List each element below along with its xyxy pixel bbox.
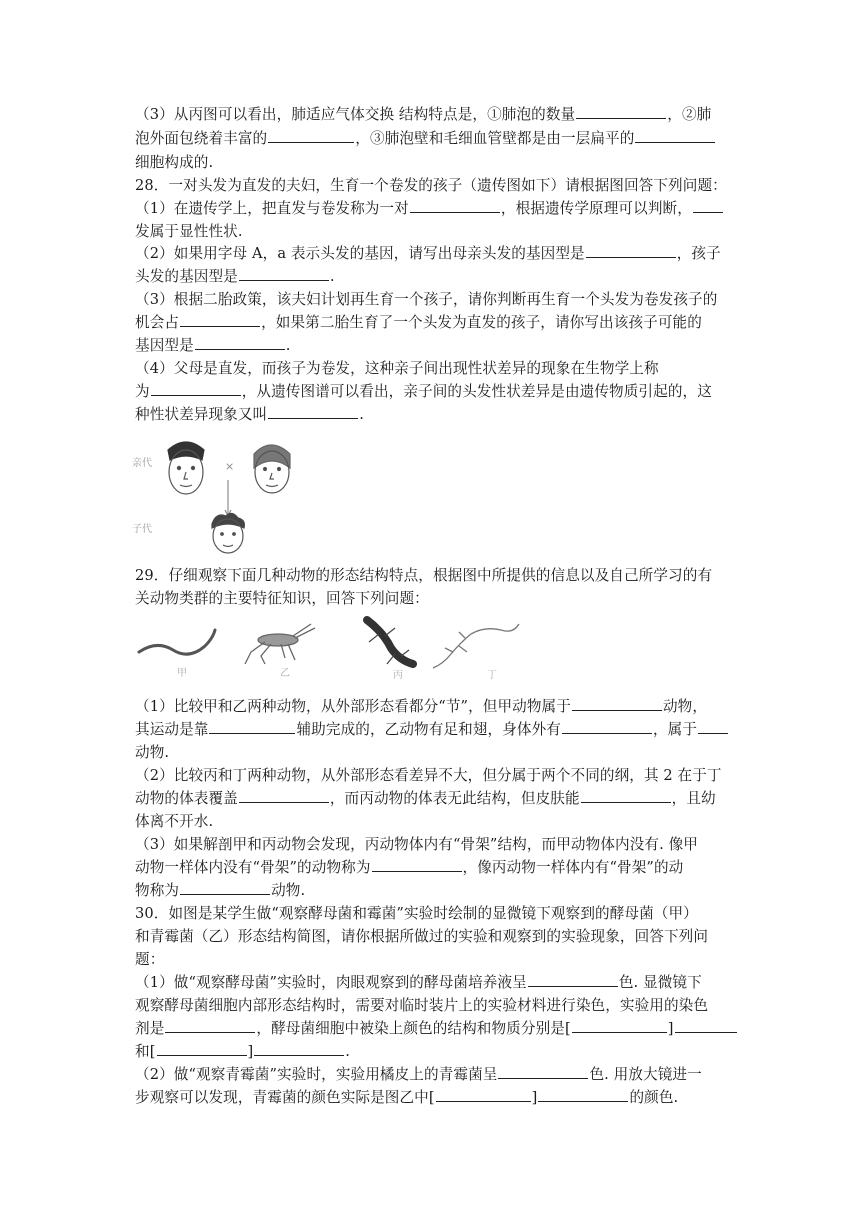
answer-blank[interactable] [581,788,671,803]
animal-label-yi: 乙 [280,668,290,679]
q29-1-line2: 其运动是靠 辅助完成的，乙动物有足和翅，身体外有 ，属于 [135,719,735,741]
earthworm-icon [139,630,215,654]
answer-blank[interactable] [693,198,723,213]
answer-blank[interactable] [180,312,260,327]
q28-2-line2: 头发的基因型是 . [135,268,335,285]
answer-blank[interactable] [254,1041,344,1056]
animal-label-ding: 丁 [487,670,497,681]
answer-blank[interactable] [151,381,241,396]
q27-3-line3: 细胞构成的. [135,154,214,171]
q29-1-line3: 动物. [135,744,170,761]
answer-blank[interactable] [538,1087,628,1102]
answer-blank[interactable] [239,266,329,281]
q30-1-line1: （1）做“观察酵母菌”实验时，肉眼观察到的酵母菌培养液呈 色. 显微镜下 [135,974,702,991]
q30-stem-line3: 题： [135,951,165,968]
q27-3-line1: （3）从丙图可以看出，肺适应气体交换 结构特点是，①肺泡的数量 ，②肺 [135,106,712,123]
q30-stem-line1: 30．如图是某学生做“观察酵母菌和霉菌”实验时绘制的显微镜下观察到的酵母菌（甲） [135,905,698,922]
mother-face-icon [254,445,290,493]
q28-4-line2: 为 ，从遗传图谱可以看出，亲子间的头发性状差异是由遗传物质引起的，这 [135,383,712,400]
answer-blank[interactable] [157,1041,247,1056]
parent-generation-label: 亲代 [132,458,152,469]
answer-blank[interactable] [586,243,676,258]
answer-blank[interactable] [562,719,652,734]
q29-2-line2: 动物的体表覆盖 ，而丙动物的体表无此结构，但皮肤能 ，且幼 [135,790,716,807]
q30-2-line2: 步观察可以发现，青霉菌的颜色实际是图乙中[ ] 的颜色. [135,1089,679,1106]
salamander-icon [367,620,413,664]
child-face-icon [212,513,244,553]
lizard-icon [433,624,519,668]
q30-2-line1: （2）做“观察青霉菌”实验时，实验用橘皮上的青霉菌呈 色. 用放大镜进一 [135,1066,702,1083]
answer-blank[interactable] [180,880,270,895]
cross-symbol: × [225,460,235,473]
answer-blank[interactable] [572,696,662,711]
grasshopper-icon [245,624,315,664]
animal-label-jia: 甲 [177,668,187,679]
answer-blank[interactable] [675,1018,737,1033]
heredity-figure [128,432,328,560]
animals-figure [133,612,533,684]
answer-blank[interactable] [498,1064,588,1079]
q29-3-line3: 物称为 动物. [135,882,306,899]
answer-blank[interactable] [239,788,329,803]
q29-1-line1: （1）比较甲和乙两种动物，从外部形态看都分“节”，但甲动物属于 动物， [135,698,708,715]
q28-4-line1: （4）父母是直发，而孩子为卷发，这种亲子间出现性状差异的现象在生物学上称 [135,360,659,377]
q28-1-line2: 发属于显性性状. [135,223,243,240]
answer-blank[interactable] [372,857,462,872]
q29-stem-line2: 关动物类群的主要特征知识，回答下列问题： [135,590,429,607]
answer-blank[interactable] [436,1087,531,1102]
answer-blank[interactable] [698,719,728,734]
answer-blank[interactable] [528,972,618,987]
q30-stem-line2: 和青霉菌（乙）形态结构简图，请你根据所做过的实验和观察到的实验现象，回答下列问 [135,928,709,945]
answer-blank[interactable] [268,128,354,143]
q28-3-line3: 基因型是 . [135,337,291,354]
q30-1-line3: 剂是 ，酵母菌细胞中被染上颜色的结构和物质分别是[ ] [135,1018,735,1040]
q29-2-line1: （2）比较丙和丁两种动物，从外部形态看差异不大，但分属于两个不同的纲，其 2 在于丁 [135,767,722,784]
answer-blank[interactable] [410,198,500,213]
answer-blank[interactable] [209,719,295,734]
q29-stem-line1: 29．仔细观察下面几种动物的形态结构特点，根据图中所提供的信息以及自己所学习的有 [135,567,713,584]
answer-blank[interactable] [572,1018,667,1033]
answer-blank[interactable] [195,335,285,350]
answer-blank[interactable] [268,404,358,419]
q27-3-line2: 泡外面包绕着丰富的 ，③肺泡壁和毛细血管壁都是由一层扁平的 [135,128,735,150]
father-face-icon [168,442,204,494]
animal-label-bing: 丙 [393,670,403,681]
answer-blank[interactable] [165,1018,255,1033]
q29-3-line1: （3）如果解剖甲和丙动物会发现，丙动物体内有“骨架”结构，而甲动物体内没有. 像甲 [135,836,698,853]
q28-2-line1: （2）如果用字母 A，a 表示头发的基因，请写出母亲头发的基因型是 ，孩子 [135,245,721,262]
child-generation-label: 子代 [132,524,152,535]
q28-1-line1: （1）在遗传学上，把直发与卷发称为一对 ，根据遗传学原理可以判断， [135,198,735,220]
q28-3-line2: 机会占 ，如果第二胎生育了一个头发为直发的孩子，请你写出该孩子可能的 [135,314,702,331]
answer-blank[interactable] [576,104,666,119]
q29-2-line3: 体离不开水. [135,813,214,830]
q28-3-line1: （3）根据二胎政策，该夫妇计划再生育一个孩子，请你判断再生育一个头发为卷发孩子的 [135,291,718,308]
answer-blank[interactable] [635,128,715,143]
q28-4-line3: 种性状差异现象又叫 . [135,406,364,423]
q30-1-line4: 和[ ] . [135,1043,351,1060]
q29-3-line2: 动物一样体内没有“骨架”的动物称为 ，像丙动物一样体内有“骨架”的动 [135,859,684,876]
q30-1-line2: 观察酵母菌细胞内部形态结构时，需要对临时装片上的实验材料进行染色，实验用的染色 [135,997,709,1014]
q28-stem: 28．一对头发为直发的夫妇，生育一个卷发的孩子（遗传图如下）请根据图回答下列问题： [135,177,727,194]
